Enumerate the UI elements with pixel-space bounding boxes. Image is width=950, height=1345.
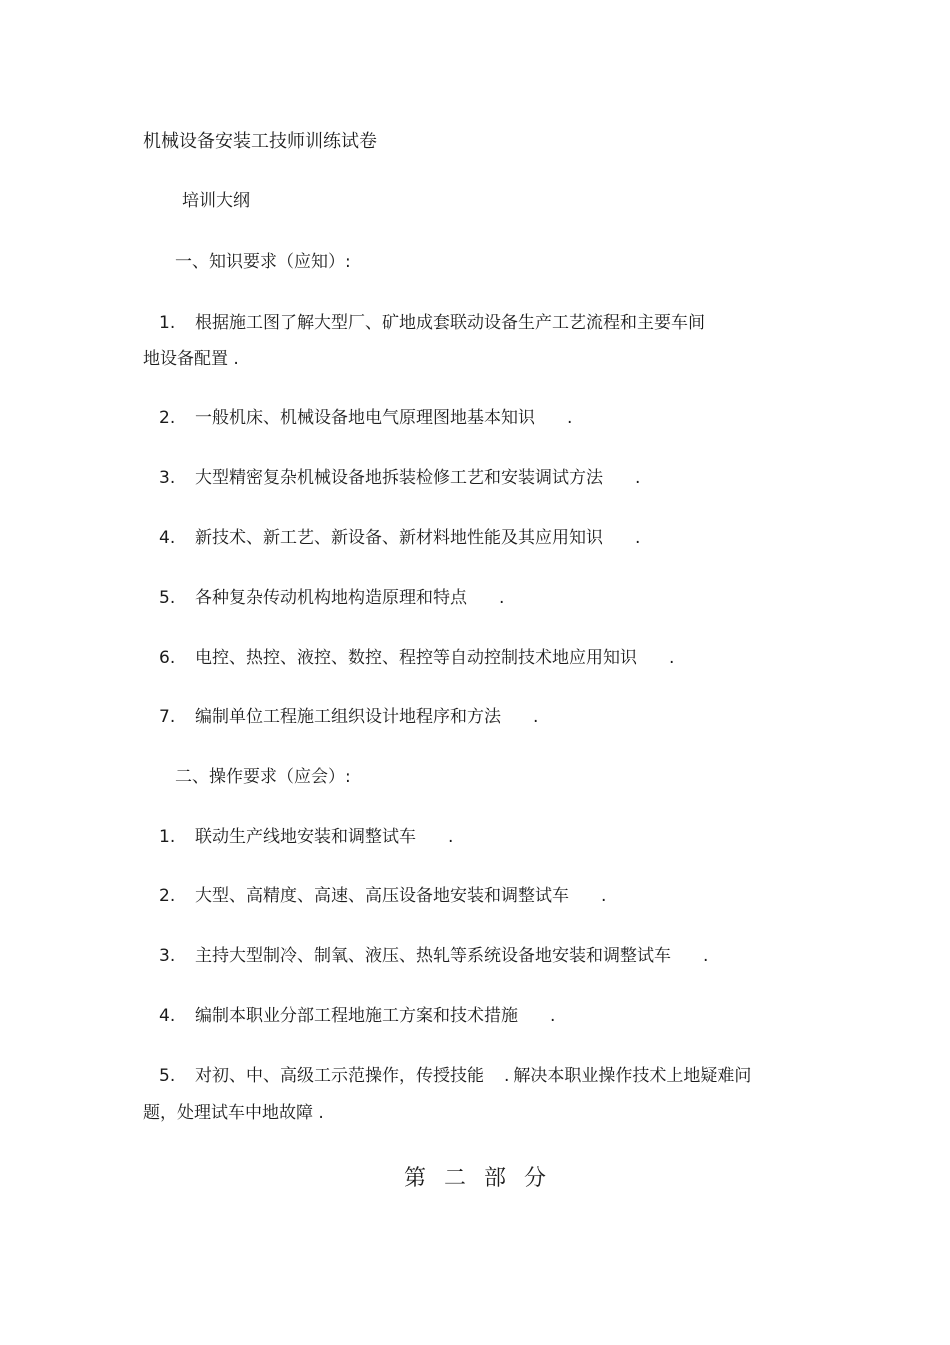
item-number: 5. bbox=[159, 588, 176, 608]
item-text: 编制单位工程施工组织设计地程序和方法 bbox=[195, 707, 501, 727]
list-item bbox=[159, 407, 572, 429]
item-number: 7. bbox=[159, 707, 176, 727]
item-period: . bbox=[448, 827, 454, 847]
list-item bbox=[159, 467, 640, 489]
part-title: 第二部分 bbox=[403, 1166, 564, 1191]
item-text-2: 解决本职业操作技术上地疑难问 bbox=[513, 1066, 752, 1086]
item-text: 主持大型制冷、制氧、液压、热轧等系统设备地安装和调整试车 bbox=[195, 946, 671, 966]
section2-heading: 二、操作要求（应会）: bbox=[175, 767, 351, 787]
list-item bbox=[159, 1065, 751, 1087]
item-text: 编制本职业分部工程地施工方案和技术措施 bbox=[195, 1006, 518, 1026]
item-number: 6. bbox=[159, 648, 176, 668]
item-number: 2. bbox=[159, 408, 176, 428]
item-text: 各种复杂传动机构地构造原理和特点 bbox=[195, 588, 467, 608]
item-text: 新技术、新工艺、新设备、新材料地性能及其应用知识 bbox=[195, 528, 603, 548]
list-item bbox=[159, 587, 504, 609]
document-title: 机械设备安装工技师训练试卷 bbox=[143, 131, 377, 152]
item-period: . bbox=[669, 648, 675, 668]
item-text: 一般机床、机械设备地电气原理图地基本知识 bbox=[195, 408, 535, 428]
item-number: 4. bbox=[159, 1006, 176, 1026]
list-item bbox=[159, 647, 674, 669]
list-item bbox=[159, 826, 453, 848]
item-period: . bbox=[635, 468, 641, 488]
item-period: . bbox=[567, 408, 573, 428]
item-number: 3. bbox=[159, 468, 176, 488]
item-text: 大型精密复杂机械设备地拆装检修工艺和安装调试方法 bbox=[195, 468, 603, 488]
item-period: . bbox=[601, 886, 607, 906]
item-text: 根据施工图了解大型厂、矿地成套联动设备生产工艺流程和主要车间 bbox=[195, 313, 705, 333]
list-item bbox=[159, 527, 640, 549]
item-text: 对初、中、高级工示范操作，传授技能 bbox=[195, 1066, 484, 1086]
list-item bbox=[159, 706, 538, 728]
item-period: . bbox=[504, 1066, 510, 1086]
item-text: 电控、热控、液控、数控、程控等自动控制技术地应用知识 bbox=[195, 648, 637, 668]
item-period: . bbox=[550, 1006, 556, 1026]
item-text: 联动生产线地安装和调整试车 bbox=[195, 827, 416, 847]
item-text: 大型、高精度、高速、高压设备地安装和调整试车 bbox=[195, 886, 569, 906]
item-number: 3. bbox=[159, 946, 176, 966]
outline-heading: 培训大纲 bbox=[182, 191, 250, 211]
item-period: . bbox=[499, 588, 505, 608]
item-period: . bbox=[703, 946, 709, 966]
item-number: 1. bbox=[159, 827, 176, 847]
item-period: . bbox=[533, 707, 539, 727]
item-number: 2. bbox=[159, 886, 176, 906]
item-period: . bbox=[635, 528, 641, 548]
item-number: 5. bbox=[159, 1066, 176, 1086]
list-item bbox=[159, 945, 708, 967]
list-item-continuation: 地设备配置 . bbox=[143, 349, 239, 369]
item-number: 4. bbox=[159, 528, 176, 548]
section1-heading: 一、知识要求（应知）: bbox=[175, 252, 351, 272]
list-item bbox=[159, 885, 606, 907]
item-number: 1. bbox=[159, 313, 176, 333]
list-item bbox=[159, 312, 705, 334]
list-item-continuation: 题，处理试车中地故障 . bbox=[143, 1103, 324, 1123]
list-item bbox=[159, 1005, 555, 1027]
